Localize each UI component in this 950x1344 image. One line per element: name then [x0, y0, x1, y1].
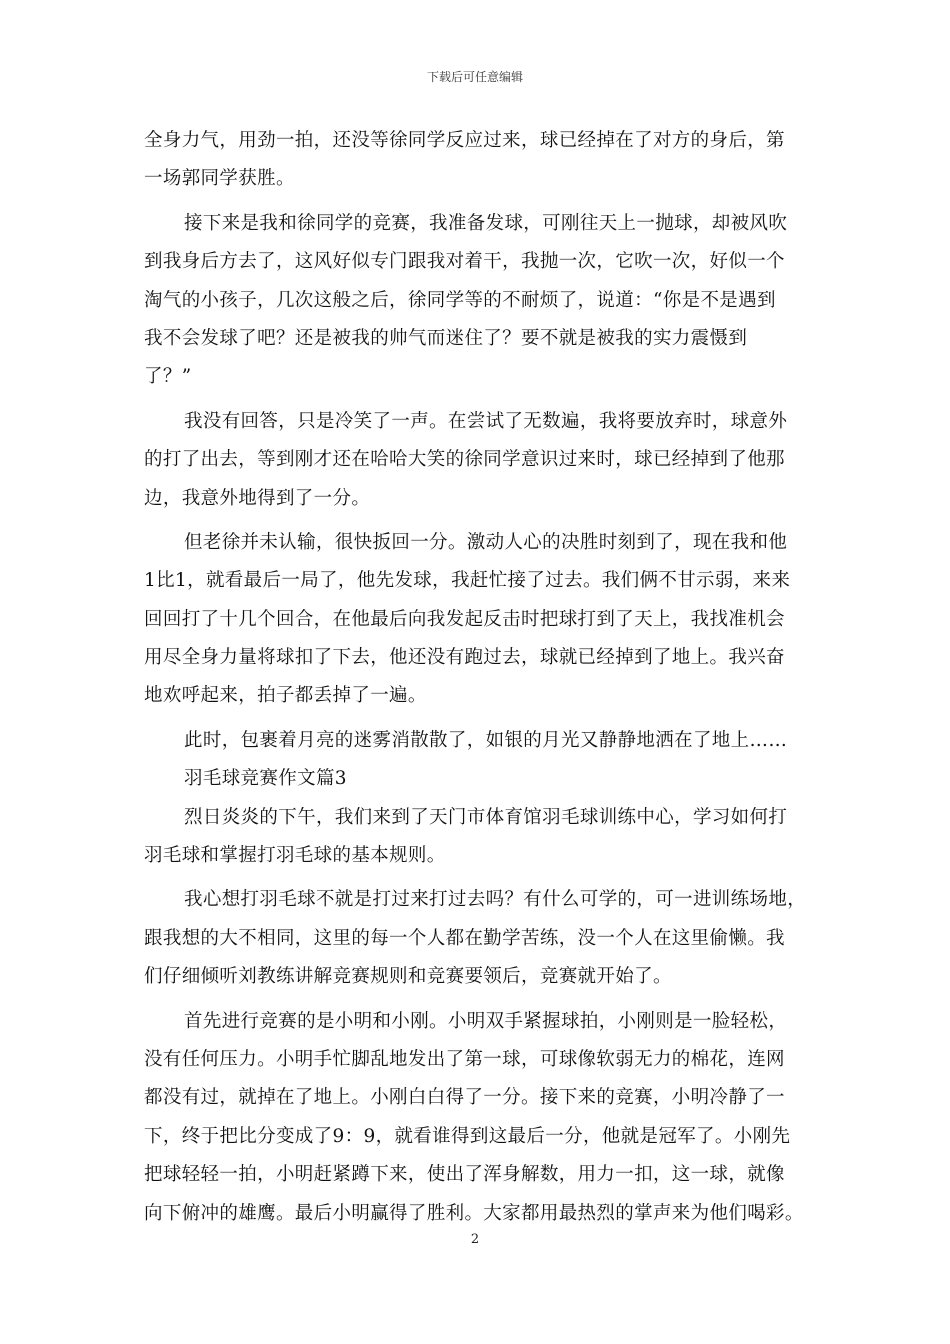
- text-line: 羽毛球和掌握打羽毛球的基本规则。: [144, 845, 446, 867]
- paragraph-start-line: 烈日炎炎的下午，我们来到了天门市体育馆羽毛球训练中心，学习如何打: [184, 806, 788, 828]
- text-line: 我不会发球了吧？还是被我的帅气而迷住了？要不就是被我的实力震慑到: [144, 327, 748, 349]
- text-line: 一场郭同学获胜。: [144, 168, 295, 190]
- text-line: 地欢呼起来，拍子都丢掉了一遍。: [144, 685, 427, 707]
- paragraph-start-line: 此时，包裹着月亮的迷雾消散散了，如银的月光又静静地洒在了地上……: [184, 729, 788, 751]
- text-line: 把球轻轻一拍，小明赶紧蹲下来，使出了浑身解数，用力一扣，这一球，就像: [144, 1164, 785, 1186]
- paragraph-start-line: 我心想打羽毛球不就是打过来打过去吗？有什么可学的，可一进训练场地，: [184, 889, 807, 911]
- text-line: 全身力气，用劲一拍，还没等徐同学反应过来，球已经掉在了对方的身后，第: [144, 130, 785, 151]
- text-line: 跟我想的大不相同，这里的每一个人都在勤学苦练，没一个人在这里偷懒。我: [144, 927, 785, 949]
- text-line: 淘气的小孩子，几次这般之后，徐同学等的不耐烦了，说道：“你是不是遇到: [144, 289, 776, 311]
- text-line: 的打了出去，等到刚才还在哈哈大笑的徐同学意识过来时，球已经掉到了他那: [144, 449, 785, 471]
- text-line: 们仔细倾听刘教练讲解竞赛规则和竞赛要领后，竞赛就开始了。: [144, 966, 672, 988]
- text-line: 用尽全身力量将球扣了下去，他还没有跑过去，球就已经掉到了地上。我兴奋: [144, 647, 785, 669]
- paragraph-start-line: 接下来是我和徐同学的竞赛，我准备发球，可刚往天上一抛球，却被风吹: [184, 212, 788, 234]
- page-header: 下载后可任意编辑: [426, 70, 523, 84]
- section-heading: 羽毛球竞赛作文篇3: [184, 768, 347, 790]
- text-line: 都没有过，就掉在了地上。小刚白白得了一分。接下来的竞赛，小明冷静了一: [144, 1087, 785, 1109]
- paragraph-start-line: 但老徐并未认输，很快扳回一分。激动人心的决胜时刻到了，现在我和他: [184, 531, 788, 553]
- text-line: 1比1，就看最后一局了，他先发球，我赶忙接了过去。我们俩不甘示弱，来来: [144, 570, 791, 592]
- text-line: 下，终于把比分变成了9：9，就看谁得到这最后一分，他就是冠军了。小刚先: [144, 1125, 791, 1147]
- text-line: 边，我意外地得到了一分。: [144, 487, 371, 509]
- document-body: [144, 122, 822, 1233]
- page-number: 2: [470, 1232, 480, 1247]
- text-line: 没有任何压力。小明手忙脚乱地发出了第一球，可球像软弱无力的棉花，连网: [144, 1048, 785, 1070]
- paragraph-start-line: 首先进行竞赛的是小明和小刚。小明双手紧握球拍，小刚则是一脸轻松，: [184, 1010, 788, 1032]
- paragraph-start-line: 我没有回答，只是冷笑了一声。在尝试了无数遍，我将要放弃时，球意外: [184, 410, 788, 432]
- text-line: 到我身后方去了，这风好似专门跟我对着干，我抛一次，它吹一次，好似一个: [144, 251, 785, 273]
- text-line: 了？”: [144, 366, 192, 388]
- text-line: 向下俯冲的雄鹰。最后小明赢得了胜利。大家都用最热烈的掌声来为他们喝彩。: [144, 1202, 804, 1224]
- text-line: 回回打了十几个回合，在他最后向我发起反击时把球打到了天上，我找准机会: [144, 608, 785, 630]
